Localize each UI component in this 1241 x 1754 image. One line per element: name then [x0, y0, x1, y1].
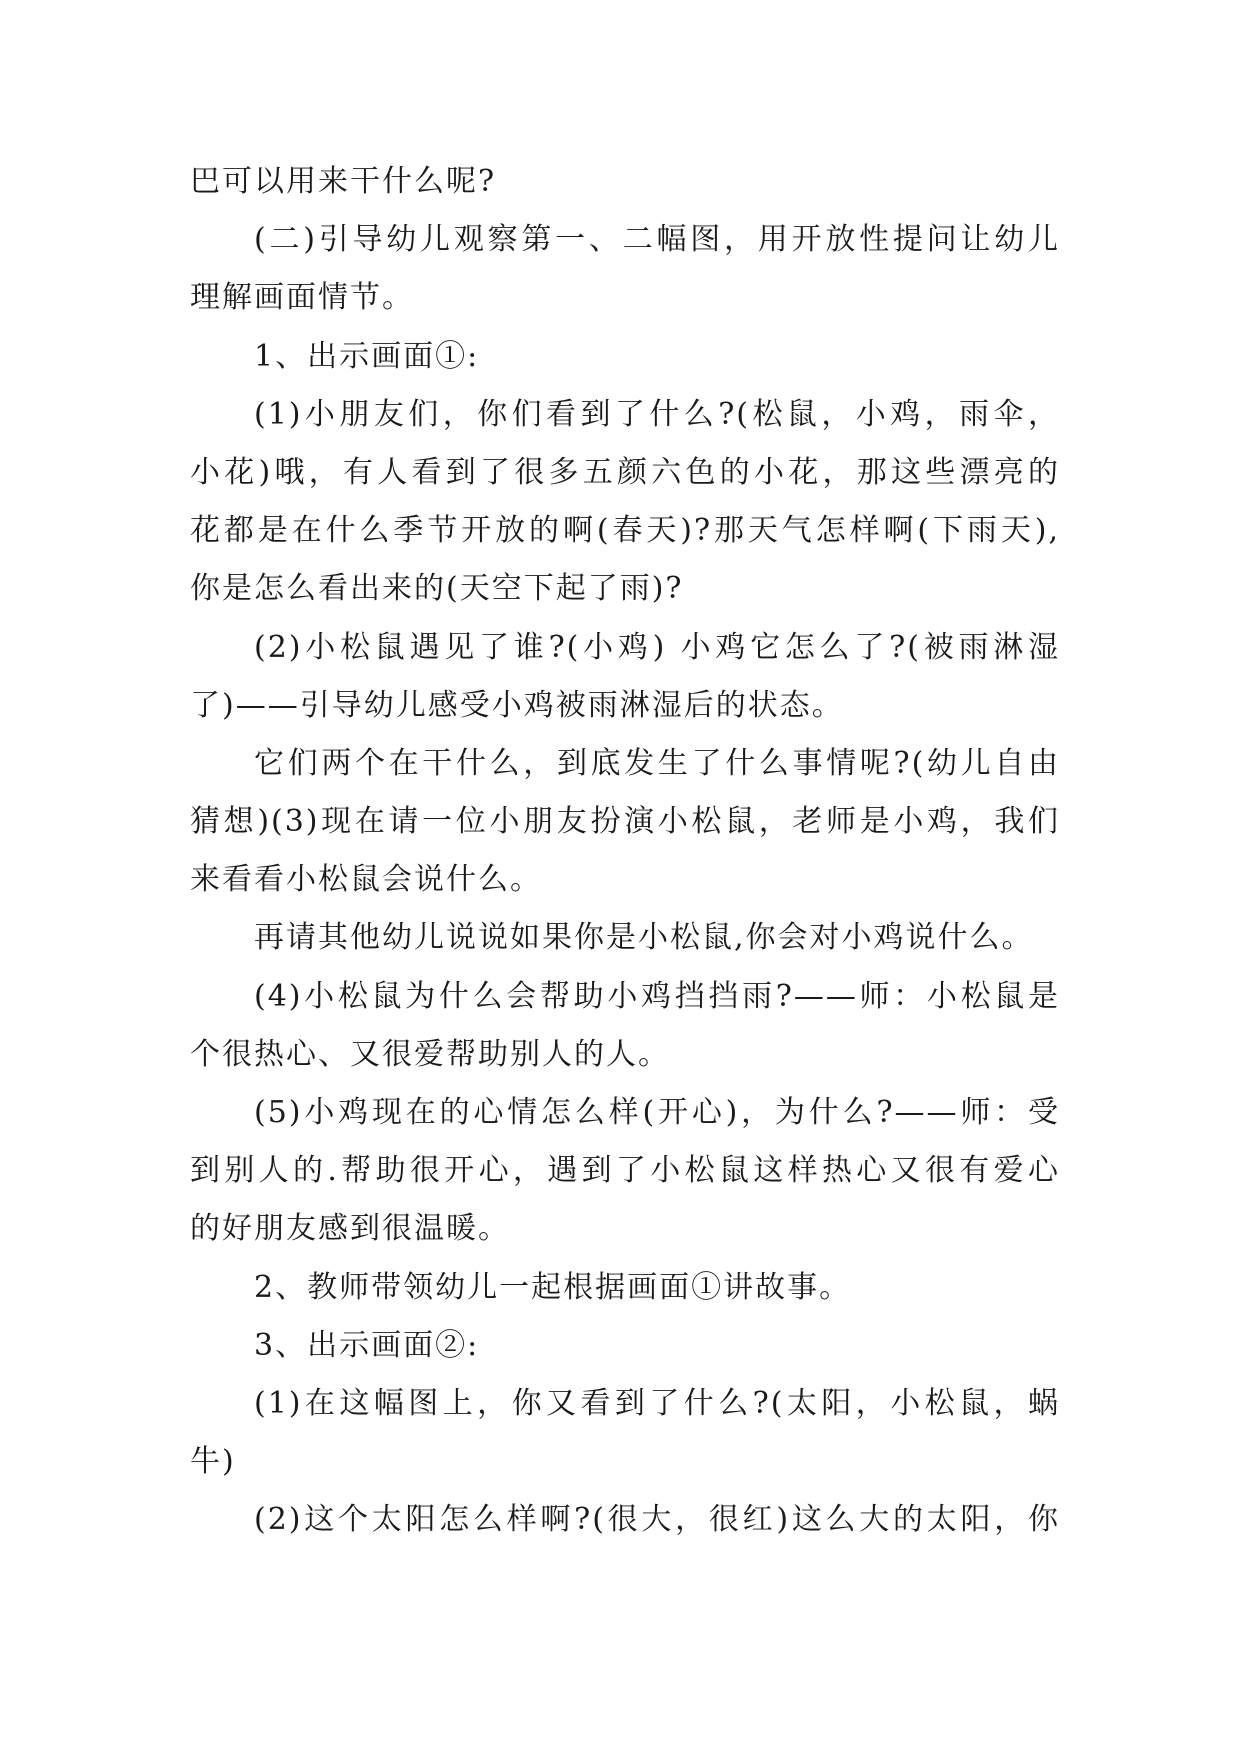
text-line: (1)在这幅图上，你又看到了什么?(太阳，小松鼠，蜗	[254, 1385, 1060, 1421]
text-line: 再请其他幼儿说说如果你是小松鼠,你会对小鸡说什么。	[254, 920, 1034, 956]
text-line: (二)引导幼儿观察第一、二幅图，用开放性提问让幼儿	[254, 222, 1060, 258]
text-line: 了)——引导幼儿感受小鸡被雨淋湿后的状态。	[190, 687, 844, 723]
text-line: 1、出示画面①:	[254, 338, 480, 374]
text-line: (4)小松鼠为什么会帮助小鸡挡挡雨?——师：小松鼠是	[254, 978, 1060, 1014]
text-line: (1)小朋友们，你们看到了什么?(松鼠，小鸡，雨伞，	[254, 396, 1060, 432]
text-line: 牛)	[190, 1444, 236, 1480]
text-line: (2)这个太阳怎么样啊?(很大，很红)这么大的太阳，你	[254, 1502, 1060, 1538]
text-line: 巴可以用来干什么呢?	[190, 164, 497, 199]
text-line: 花都是在什么季节开放的啊(春天)?那天气怎样啊(下雨天),	[190, 513, 1060, 549]
text-line: 3、出示画面②:	[254, 1327, 480, 1363]
body-text	[190, 153, 1060, 1550]
text-line: 2、教师带领幼儿一起根据画面①讲故事。	[254, 1269, 852, 1305]
text-line: 你是怎么看出来的(天空下起了雨)?	[190, 571, 684, 607]
text-line: 猜想)(3)现在请一位小朋友扮演小松鼠，老师是小鸡，我们	[190, 804, 1060, 840]
text-line: 小花)哦，有人看到了很多五颜六色的小花，那这些漂亮的	[190, 454, 1060, 490]
text-line: 的好朋友感到很温暖。	[190, 1211, 510, 1247]
text-line: 到别人的.帮助很开心，遇到了小松鼠这样热心又很有爱心	[190, 1153, 1060, 1189]
text-line: 个很热心、又很爱帮助别人的人。	[190, 1036, 670, 1072]
text-line: 理解画面情节。	[190, 280, 414, 316]
text-line: 来看看小松鼠会说什么。	[190, 862, 542, 898]
text-line: (2)小松鼠遇见了谁?(小鸡) 小鸡它怎么了?(被雨淋湿	[254, 629, 1060, 665]
text-line: (5)小鸡现在的心情怎么样(开心)，为什么?——师：受	[254, 1095, 1060, 1130]
text-line: 它们两个在干什么，到底发生了什么事情呢?(幼儿自由	[254, 745, 1060, 781]
